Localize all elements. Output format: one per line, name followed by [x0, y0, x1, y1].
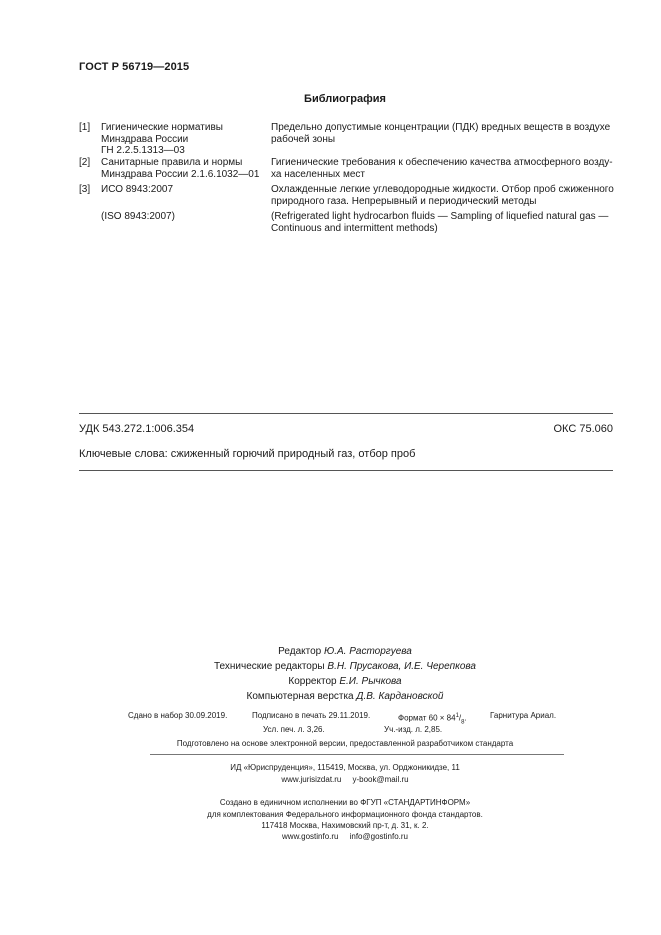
- entry-description: [271, 211, 616, 234]
- spec-item: Усл. печ. л. 3,26.: [263, 725, 325, 734]
- entry-description: [271, 184, 616, 207]
- entry-source: [101, 157, 273, 180]
- entry-number: [3]: [79, 184, 91, 195]
- source-line: Санитарные правила и нормы: [101, 157, 243, 168]
- source-line: (ISO 8943:2007): [101, 211, 175, 222]
- spec-format: Формат $60 \times 84^1/_8$.: [398, 713, 467, 726]
- printer-line-3: 117418 Москва, Нахимовский пр-т, д. 31, к. 2.: [261, 821, 429, 830]
- keywords: Ключевые слова: сжиженный горючий природный газ, отбор проб: [79, 448, 416, 460]
- standard-header: ГОСТ Р 56719—2015: [79, 61, 190, 73]
- credit-name: Д.В. Кардановской: [356, 691, 444, 702]
- fraction-denominator: 8: [461, 719, 465, 726]
- credit-name: Е.И. Рычкова: [339, 676, 402, 687]
- oks-code: ОКС 75.060: [553, 423, 613, 435]
- credit-proofreader: [0, 674, 661, 689]
- description-line: Continuous and intermittent methods): [271, 222, 438, 234]
- entry-number: [2]: [79, 157, 91, 168]
- spec-item: Сдано в набор 30.09.2019.: [128, 711, 228, 720]
- bibliography-title: Библиография: [304, 93, 386, 105]
- description-line: (Refrigerated light hydrocarbon fluids — Sampling of liquefied natural gas —: [271, 211, 609, 222]
- description-line: Предельно допустимые концентрации (ПДК) вредных веществ в воздухе: [271, 122, 611, 133]
- description-line: ха населенных мест: [271, 168, 365, 180]
- udk-code: УДК 543.272.1:006.354: [79, 423, 195, 435]
- credit-label: Компьютерная верстка: [246, 691, 354, 702]
- divider-bottom: [79, 470, 613, 471]
- credit-label: Корректор: [288, 676, 337, 687]
- spec-item: Подписано в печать 29.11.2019.: [252, 711, 371, 720]
- publisher-address: ИД «Юриспруденция», 115419, Москва, ул. Орджоникидзе, 11: [230, 763, 460, 772]
- entry-description: [271, 122, 616, 145]
- credit-label: Редактор: [278, 646, 322, 657]
- source-line: Минздрава России 2.1.6.1032—01: [101, 168, 260, 180]
- publisher-contacts[interactable]: www.jurisizdat.ru y-book@mail.ru: [281, 775, 409, 784]
- credit-editor: [0, 644, 661, 659]
- prepared-note: Подготовлено на основе электронной версии, предоставленной разработчиком стандарта: [176, 739, 514, 748]
- entry-source: [101, 184, 273, 196]
- entry-source: [101, 122, 273, 157]
- divider-top: [79, 413, 613, 414]
- description-line: Гигиенические требования к обеспечению качества атмосферного возду-: [271, 157, 613, 168]
- fraction-numerator: 1: [455, 713, 459, 719]
- source-line: Минздрава России: [101, 133, 189, 145]
- spec-item: Гарнитура Ариал.: [490, 711, 557, 720]
- credit-label: Технические редакторы: [213, 661, 325, 672]
- credit-name: В.Н. Прусакова, И.Е. Черепкова: [327, 661, 476, 672]
- divider-thin: [150, 754, 564, 755]
- description-line: рабочей зоны: [271, 133, 336, 145]
- credit-name: Ю.А. Расторгуева: [323, 646, 412, 657]
- spec-item: Уч.-изд. л. 2,85.: [384, 725, 443, 734]
- source-line: ИСО 8943:2007: [101, 184, 174, 195]
- source-line: Гигиенические нормативы: [101, 122, 223, 133]
- description-line: Охлажденные легкие углеводородные жидкости. Отбор проб сжиженного: [271, 184, 614, 195]
- source-line: ГН 2.2.5.1313—03: [101, 145, 185, 156]
- printer-contacts[interactable]: www.gostinfo.ru info@gostinfo.ru: [282, 832, 408, 841]
- printer-line-2: для комплектования Федерального информационного фонда стандартов.: [207, 810, 483, 819]
- printer-line-1: Создано в единичном исполнении во ФГУП «СТАНДАРТИНФОРМ»: [219, 798, 471, 807]
- description-line: природного газа. Непрерывный и периодический методы: [271, 195, 537, 207]
- credit-layout: [0, 689, 661, 704]
- entry-number: [1]: [79, 122, 91, 133]
- spec-item: Формат 60 × 84: [398, 713, 456, 723]
- entry-source: [101, 211, 273, 223]
- credit-tech-editors: [0, 659, 661, 674]
- entry-description: [271, 157, 616, 180]
